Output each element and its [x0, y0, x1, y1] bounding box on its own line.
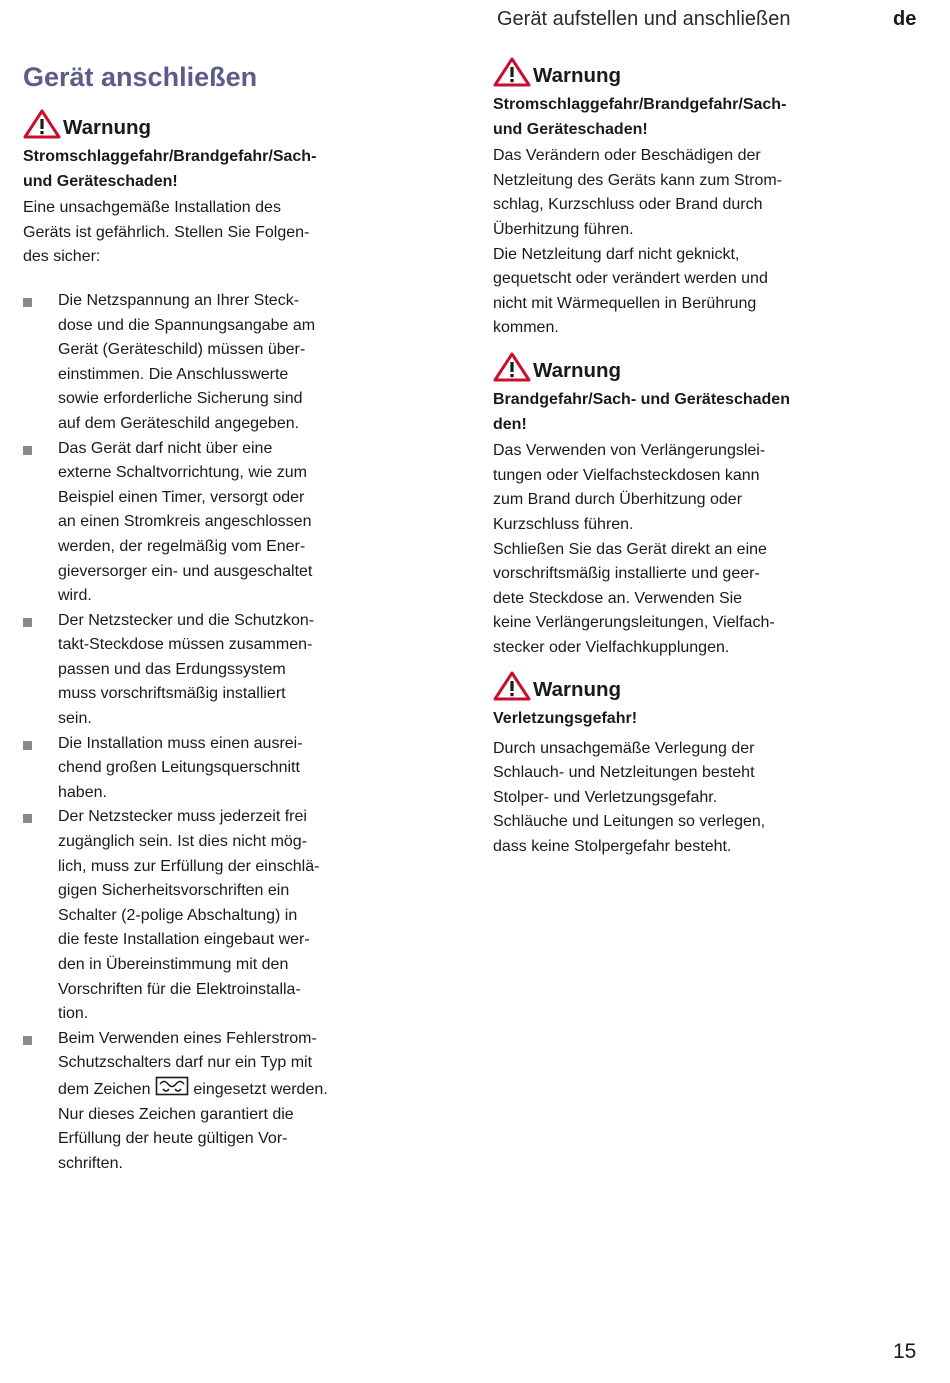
- text-line: wird.: [58, 587, 92, 605]
- text-line: Die Netzleitung darf nicht geknickt,: [493, 245, 740, 263]
- warning-title-line: Stromschlaggefahr/Brandgefahr/Sach-: [493, 96, 787, 113]
- text-line: Geräts ist gefährlich. Stellen Sie Folgen-: [23, 223, 310, 241]
- square-bullet-icon: [23, 298, 32, 307]
- text-line: Die Installation muss einen ausrei-: [58, 734, 303, 752]
- page-number: 15: [893, 1340, 917, 1363]
- text-line: haben.: [58, 783, 107, 801]
- text-line: Erfüllung der heute gültigen Vor-: [58, 1130, 288, 1148]
- square-bullet-icon: [23, 1036, 32, 1045]
- warning-triangle-icon: [493, 57, 531, 87]
- warning-label: Warnung: [533, 64, 622, 87]
- text-line: kommen.: [493, 319, 559, 337]
- text-line: nicht mit Wärmequellen in Berührung: [493, 294, 757, 312]
- warning-header: [493, 57, 925, 87]
- text-line: die feste Installation eingebaut wer-: [58, 931, 310, 949]
- text-line: Das Gerät darf nicht über eine: [58, 439, 273, 457]
- section-title: Gerät anschließen: [23, 62, 258, 92]
- warning-text: [493, 144, 925, 341]
- text-line: Die Netzspannung an Ihrer Steck-: [58, 291, 300, 309]
- list-item: [23, 289, 453, 437]
- text-line: passen und das Erdungssystem: [58, 660, 286, 678]
- list-item: [23, 609, 453, 732]
- text-line: dete Steckdose an. Verwenden Sie: [493, 589, 743, 607]
- text-line: Das Verwenden von Verlängerungslei-: [493, 442, 766, 460]
- text-line: Der Netzstecker muss jederzeit frei: [58, 808, 307, 826]
- text-line: Beispiel einen Timer, versorgt oder: [58, 488, 305, 506]
- text-line: des sicher:: [23, 248, 101, 266]
- text-line: Überhitzung führen.: [493, 220, 634, 238]
- text-line: vorschriftsmäßig installierte und geer-: [493, 565, 760, 583]
- text-line: externe Schaltvorrichtung, wie zum: [58, 464, 307, 482]
- warning-title-line: den!: [493, 415, 527, 433]
- text-line: stecker oder Vielfachkupplungen.: [493, 638, 730, 656]
- warning-title-line: und Geräteschaden!: [23, 172, 178, 190]
- text-line: zum Brand durch Überhitzung oder: [493, 491, 743, 509]
- square-bullet-icon: [23, 446, 32, 455]
- list-item: [23, 437, 453, 609]
- square-bullet-icon: [23, 741, 32, 750]
- text-line: Schläuche und Leitungen so verlegen,: [493, 813, 766, 831]
- text-line: gieversorger ein- und ausgeschaltet: [58, 562, 313, 580]
- text-line: tion.: [58, 1005, 89, 1023]
- warning-label: Warnung: [63, 116, 152, 139]
- warning-text: [493, 737, 925, 860]
- text-fragment: dem Zeichen: [58, 1080, 155, 1098]
- warning-title: [493, 93, 925, 142]
- warning-block-power-cord: [493, 57, 925, 341]
- warning-triangle-icon: [493, 352, 531, 382]
- text-line: Schlauch- und Netzleitungen besteht: [493, 764, 755, 782]
- list-item: [23, 732, 453, 806]
- warning-title-line: und Geräteschaden!: [493, 120, 648, 138]
- text-line: muss vorschriftsmäßig installiert: [58, 685, 286, 703]
- text-line: schriften.: [58, 1154, 123, 1172]
- warning-intro: [23, 196, 453, 270]
- text-line: Beim Verwenden eines Fehlerstrom-: [58, 1029, 317, 1047]
- language-code: de: [893, 8, 917, 30]
- warning-block-electric-shock: [23, 109, 453, 1176]
- warning-title: [493, 707, 925, 732]
- text-line: dose und die Spannungsangabe am: [58, 316, 316, 334]
- text-line: Gerät (Geräteschild) müssen über-: [58, 341, 306, 359]
- text-line: lich, muss zur Erfüllung der einschlä-: [58, 857, 320, 875]
- warning-block-extension-cords: [493, 352, 925, 661]
- text-line: Vorschriften für die Elektroinstalla-: [58, 980, 301, 998]
- text-line: Schließen Sie das Gerät direkt an eine: [493, 540, 767, 558]
- text-line: chend großen Leitungsquerschnitt: [58, 759, 300, 777]
- text-line: Netzleitung des Geräts kann zum Strom-: [493, 171, 783, 189]
- warning-header: [493, 671, 925, 701]
- text-line: tungen oder Vielfachsteckdosen kann: [493, 466, 760, 484]
- text-fragment: eingesetzt werden.: [188, 1080, 328, 1098]
- text-line: Durch unsachgemäße Verlegung der: [493, 739, 755, 757]
- list-item: [23, 1027, 453, 1177]
- square-bullet-icon: [23, 814, 32, 823]
- warning-triangle-icon: [493, 671, 531, 701]
- text-line: Nur dieses Zeichen garantiert die: [58, 1105, 294, 1123]
- list-item: [23, 805, 453, 1026]
- warning-header: [493, 352, 925, 382]
- text-line: Schutzschalters darf nur ein Typ mit: [58, 1054, 313, 1072]
- rcd-type-a-symbol-icon: [155, 1076, 189, 1096]
- warning-text: [493, 439, 925, 660]
- warning-title-line: Verletzungsgefahr!: [493, 710, 638, 727]
- text-line: Das Verändern oder Beschädigen der: [493, 147, 761, 165]
- warning-title: [493, 388, 925, 437]
- text-line: takt-Steckdose müssen zusammen-: [58, 636, 313, 654]
- text-line: sowie erforderliche Sicherung sind: [58, 390, 303, 408]
- text-line: Stolper- und Verletzungsgefahr.: [493, 788, 718, 806]
- warning-title-line: Stromschlaggefahr/Brandgefahr/Sach-: [23, 148, 317, 165]
- text-line: dass keine Stolpergefahr besteht.: [493, 837, 732, 855]
- warning-title-line: Brandgefahr/Sach- und Geräteschaden: [493, 391, 790, 408]
- square-bullet-icon: [23, 618, 32, 627]
- text-line: gequetscht oder verändert werden und: [493, 270, 768, 288]
- text-line: den in Übereinstimmung mit den: [58, 956, 289, 973]
- text-line: auf dem Geräteschild angegeben.: [58, 414, 300, 432]
- warning-label: Warnung: [533, 359, 622, 382]
- text-line: sein.: [58, 710, 92, 728]
- text-line: [58, 1076, 453, 1103]
- requirements-list: [23, 289, 453, 1176]
- warning-triangle-icon: [23, 109, 61, 139]
- text-line: Der Netzstecker und die Schutzkon-: [58, 611, 315, 629]
- warning-block-injury: [493, 671, 925, 860]
- text-line: Schalter (2-polige Abschaltung) in: [58, 906, 298, 924]
- text-line: zugänglich sein. Ist dies nicht mög-: [58, 833, 308, 851]
- text-line: werden, der regelmäßig vom Ener-: [58, 537, 306, 555]
- text-line: Kurzschluss führen.: [493, 515, 634, 533]
- text-line: einstimmen. Die Anschlusswerte: [58, 365, 289, 383]
- text-line: Eine unsachgemäße Installation des: [23, 199, 281, 217]
- running-header: Gerät aufstellen und anschließen: [497, 8, 791, 30]
- warning-header: [23, 109, 453, 139]
- warning-label: Warnung: [533, 678, 622, 701]
- text-line: keine Verlängerungsleitungen, Vielfach-: [493, 614, 775, 632]
- text-line: schlag, Kurzschluss oder Brand durch: [493, 196, 763, 214]
- text-line: gigen Sicherheitsvorschriften ein: [58, 882, 290, 900]
- warning-title: [23, 145, 453, 194]
- text-line: an einen Stromkreis angeschlossen: [58, 513, 312, 531]
